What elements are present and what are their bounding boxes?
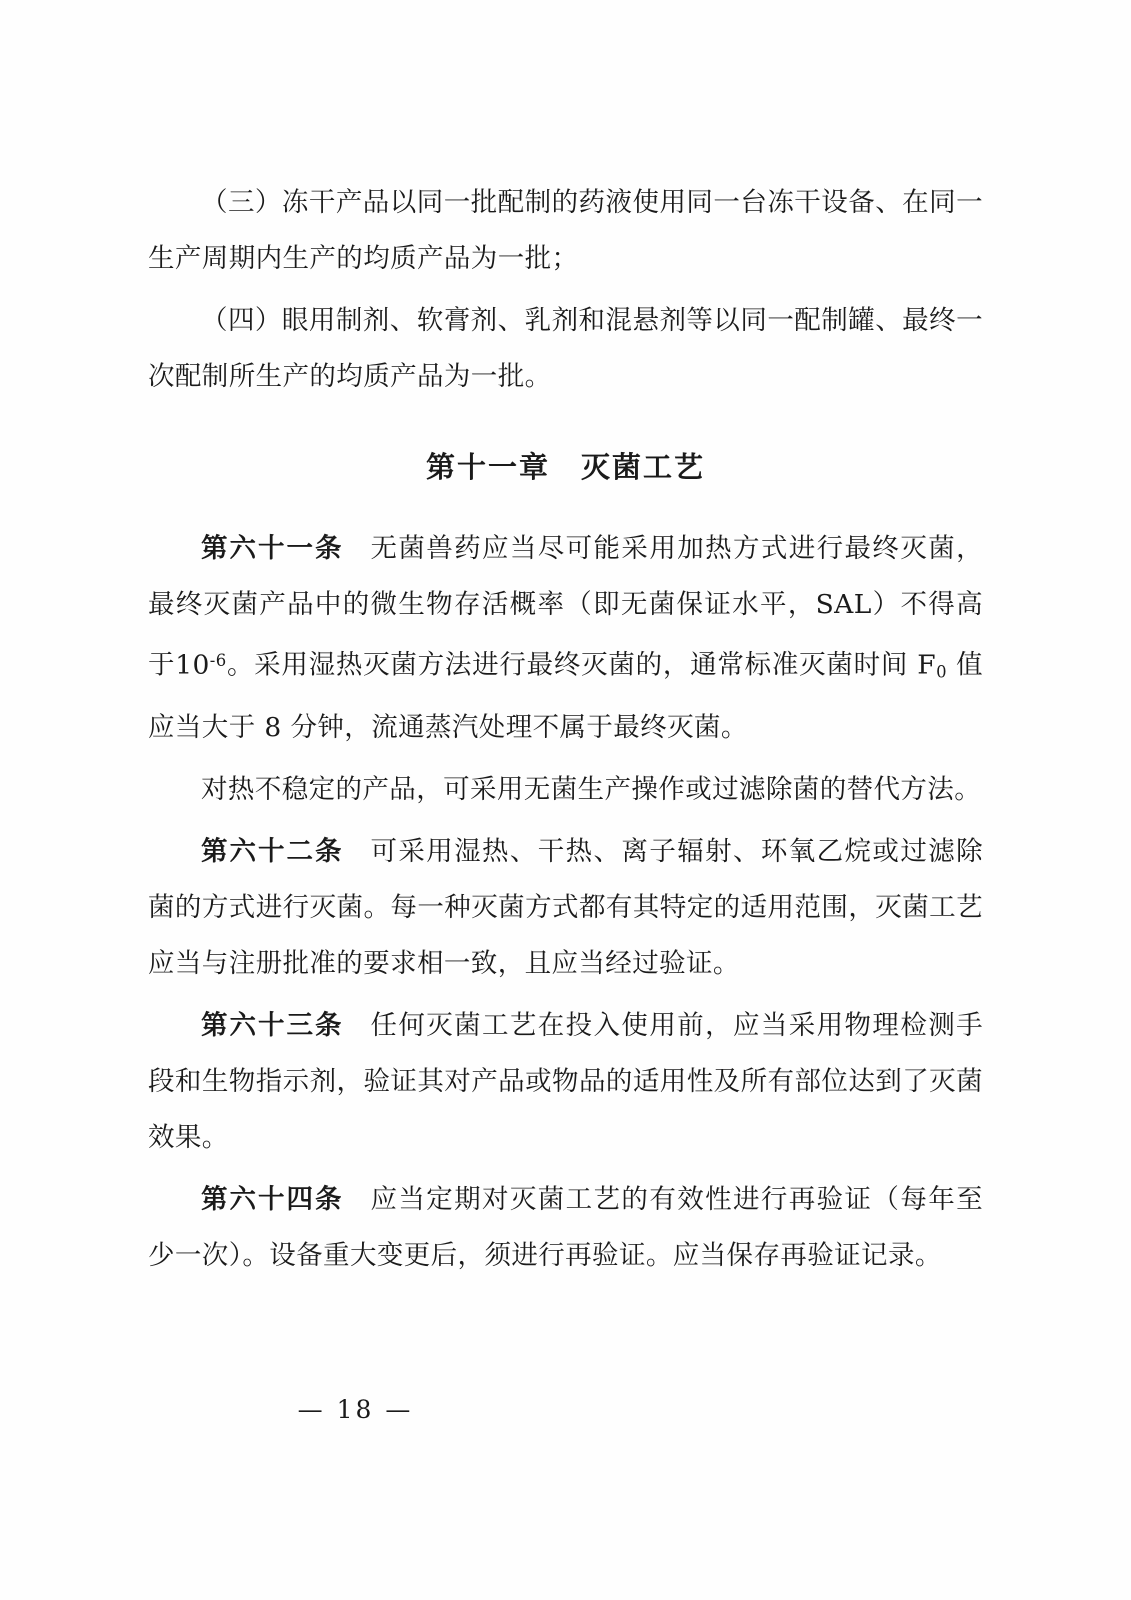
article-61-body-before: 无菌兽药应当尽可能采用加热方式进行最终灭菌，最终灭菌产品中的微生物存活概率（即无菌保证水平，SAL）不得高于10	[148, 533, 983, 681]
article-64-number: 第六十四条	[201, 1184, 344, 1216]
paragraph-item-three: （三）冻干产品以同一批配制的药液使用同一台冻干设备、在同一生产周期内生产的均质产品为一批；	[148, 187, 983, 274]
article-61	[148, 521, 983, 756]
article-61-number: 第六十一条	[201, 533, 344, 564]
chapter-heading: 第十一章 灭菌工艺	[425, 450, 705, 484]
article-62	[148, 824, 983, 992]
page-footer	[0, 1395, 1131, 1424]
article-61-subscript: 0	[936, 662, 947, 682]
article-63	[148, 998, 983, 1166]
page-content	[148, 175, 983, 1290]
article-64	[148, 1172, 983, 1284]
article-61-superscript: -6	[209, 651, 227, 670]
article-62-text: 可采用湿热、干热、离子辐射、环氧乙烷或过滤除菌的方式进行灭菌。每一种灭菌方式都有其特定的适用范围，灭菌工艺应当与注册批准的要求相一致，且应当经过验证。	[148, 836, 983, 980]
article-61-continued: 对热不稳定的产品，可采用无菌生产操作或过滤除菌的替代方法。	[201, 774, 982, 806]
article-62-number: 第六十二条	[201, 836, 344, 868]
article-61-body-after: 。采用湿热灭菌方法进行最终灭菌的，通常标准灭菌时间 F	[226, 649, 937, 681]
article-63-text: 任何灭菌工艺在投入使用前，应当采用物理检测手段和生物指示剂，验证其对产品或物品的适用性及所有部位达到了灭菌效果。	[148, 1010, 983, 1154]
paragraph-item-four: （四）眼用制剂、软膏剂、乳剂和混悬剂等以同一配制罐、最终一次配制所生产的均质产品为一批。	[148, 305, 983, 392]
article-63-number: 第六十三条	[201, 1010, 344, 1042]
article-61-body-tail: 值应当大于 8 分钟，流通蒸汽处理不属于最终灭菌。	[148, 649, 983, 744]
page-number: — 18 —	[297, 1395, 414, 1424]
article-64-text: 应当定期对灭菌工艺的有效性进行再验证（每年至少一次）。设备重大变更后，须进行再验证。应当保存再验证记录。	[148, 1184, 983, 1272]
